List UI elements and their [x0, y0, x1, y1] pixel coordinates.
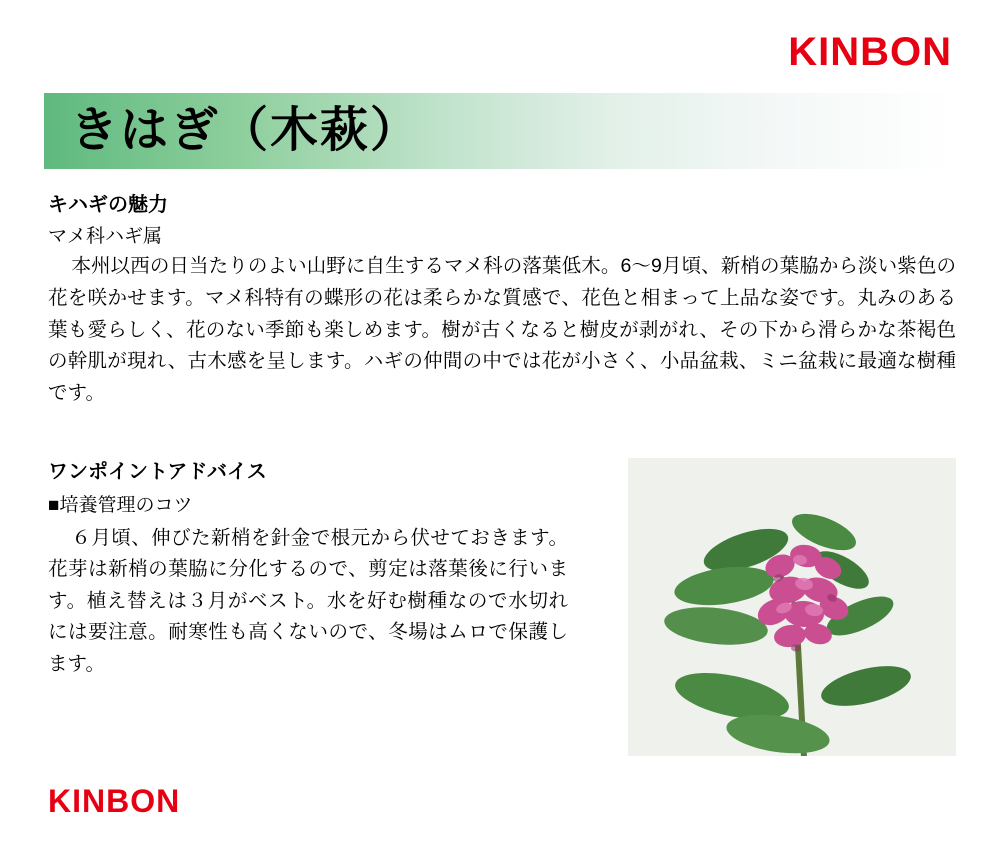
brand-logo-top: KINBON — [788, 30, 952, 74]
section-advice-body: ６月頃、伸びた新梢を針金で根元から伏せておきます。花芽は新梢の葉脇に分化するので、剪定は落葉後に行います。植え替えは３月がベスト。水を好む樹種なので水切れには要注意。耐寒性も高くないので、冬場はムロで保護します。 — [48, 526, 568, 675]
flower-illustration — [628, 458, 956, 756]
section-advice-heading: ワンポイントアドバイス — [48, 461, 267, 483]
title-banner — [44, 93, 956, 169]
page-title: きはぎ（木萩） — [70, 104, 421, 157]
brand-logo-bottom: KINBON — [48, 783, 181, 819]
section-advice-text — [48, 458, 568, 680]
section-charm — [48, 190, 956, 409]
section-charm-heading: キハギの魅力 — [48, 194, 168, 216]
plant-family: マメ科ハギ属 — [48, 226, 163, 247]
kihagi-flower-photo — [628, 458, 956, 756]
section-advice-block — [48, 458, 956, 778]
section-advice-subheading: ■培養管理のコツ — [48, 495, 193, 516]
section-charm-body: 本州以西の日当たりのよい山野に自生するマメ科の落葉低木。6〜9月頃、新梢の葉脇から淡い紫色の花を咲かせます。マメ科特有の蝶形の花は柔らかな質感で、花色と相まって上品な姿です。丸みのある葉も愛らしく、花のない季節も楽しめます。樹が古くなると樹皮が剥がれ、その下から滑らかな茶褐色の幹肌が現れ、古木感を呈します。ハギの仲間の中では花が小さく、小品盆栽、ミニ盆栽に最適な樹種です。 — [48, 255, 956, 404]
